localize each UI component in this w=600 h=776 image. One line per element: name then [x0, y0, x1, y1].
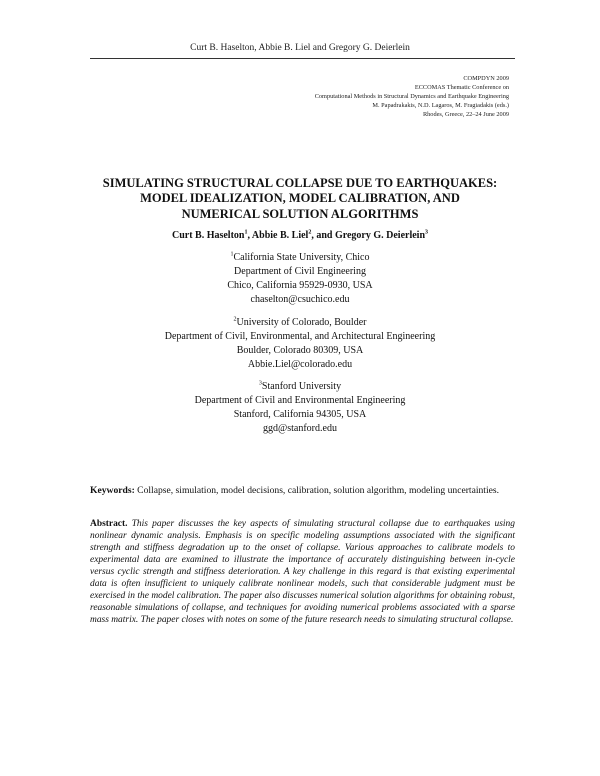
keywords-label: Keywords:: [90, 485, 135, 496]
affiliation-institution: Stanford University: [261, 381, 342, 392]
author-separator: , and: [311, 230, 335, 241]
title-line: NUMERICAL SOLUTION ALGORITHMS: [181, 206, 419, 221]
author-affiliation-mark: 3: [425, 229, 429, 236]
author-list: [0, 230, 600, 241]
affiliation-email: chaselton@csuchico.edu: [250, 294, 350, 305]
conference-topic: Computational Methods in Structural Dynamics and Earthquake Engineering: [314, 92, 509, 100]
author-name: Abbie B. Liel: [251, 230, 309, 241]
keywords-text: Collapse, simulation, model decisions, calibration, solution algorithm, modeling uncertainties.: [137, 485, 500, 496]
author-affiliation-mark: 2: [308, 229, 312, 236]
conference-subtitle: ECCOMAS Thematic Conference on: [414, 83, 509, 91]
affiliation-address: Chico, California 95929-0930, USA: [227, 280, 373, 291]
affiliation-department: Department of Civil and Environmental Engineering: [194, 395, 406, 406]
title-line: SIMULATING STRUCTURAL COLLAPSE DUE TO EARTHQUAKES:: [102, 176, 498, 190]
abstract-label: Abstract.: [90, 519, 128, 529]
affiliation-institution: California State University, Chico: [233, 252, 370, 263]
author-name: Gregory G. Deierlein: [334, 230, 426, 241]
paper-title: [60, 176, 540, 222]
affiliation-email: ggd@stanford.edu: [263, 423, 337, 434]
author-affiliation-mark: 1: [244, 229, 248, 236]
affiliation-institution: University of Colorado, Boulder: [236, 317, 367, 328]
abstract: [90, 518, 515, 626]
header-rule: [90, 58, 515, 59]
conference-info: [315, 75, 509, 120]
conference-location-date: Rhodes, Greece, 22–24 June 2009: [422, 110, 509, 118]
affiliation-2: [0, 316, 600, 372]
affiliation-mark: 3: [258, 380, 262, 387]
conference-editors: M. Papadrakakis, N.D. Lagaros, M. Fragiadakis (eds.): [372, 101, 509, 109]
author-separator: ,: [247, 230, 252, 241]
affiliation-1: [0, 251, 600, 307]
affiliation-3: [0, 380, 600, 436]
running-head: Curt B. Haselton, Abbie B. Liel and Gregory G. Deierlein: [190, 43, 410, 53]
affiliation-address: Stanford, California 94305, USA: [233, 409, 367, 420]
title-line: MODEL IDEALIZATION, MODEL CALIBRATION, AND: [140, 191, 460, 206]
affiliation-address: Boulder, Colorado 80309, USA: [236, 345, 364, 356]
abstract-text: This paper discusses the key aspects of simulating structural collapse due to earthquakes using nonlinear dynamic analysis. Emphasis is on specific modeling assumptions associated with the significant strength and stiffness degradation up to the onset of collapse. Various approaches to calibrate models to experimental data are examined to illustrate the importance of accurately distinguishing between in-cycle versus cyclic strength and stiffness deterioration. A key challenge in this regard is that existing experimental data is often insufficient to uniquely calibrate nonlinear models, such that considerable judgment must be exercised in the model calibration. The paper also discusses numerical solution algorithms for obtaining robust, reasonable simulations of collapse, and techniques for avoiding numerical problems associated with a sparse mass matrix. The paper closes with notes on some of the future research needs to simulating structural collapse.: [90, 519, 515, 626]
keywords: [90, 485, 515, 497]
author-name: Curt B. Haselton: [171, 230, 245, 241]
affiliation-department: Department of Civil Engineering: [234, 266, 366, 277]
affiliation-department: Department of Civil, Environmental, and Architectural Engineering: [164, 331, 436, 342]
affiliation-mark: 1: [230, 251, 234, 258]
affiliation-email: Abbie.Liel@colorado.edu: [247, 359, 353, 370]
affiliation-mark: 2: [233, 316, 237, 323]
conference-name: COMPDYN 2009: [463, 75, 509, 82]
